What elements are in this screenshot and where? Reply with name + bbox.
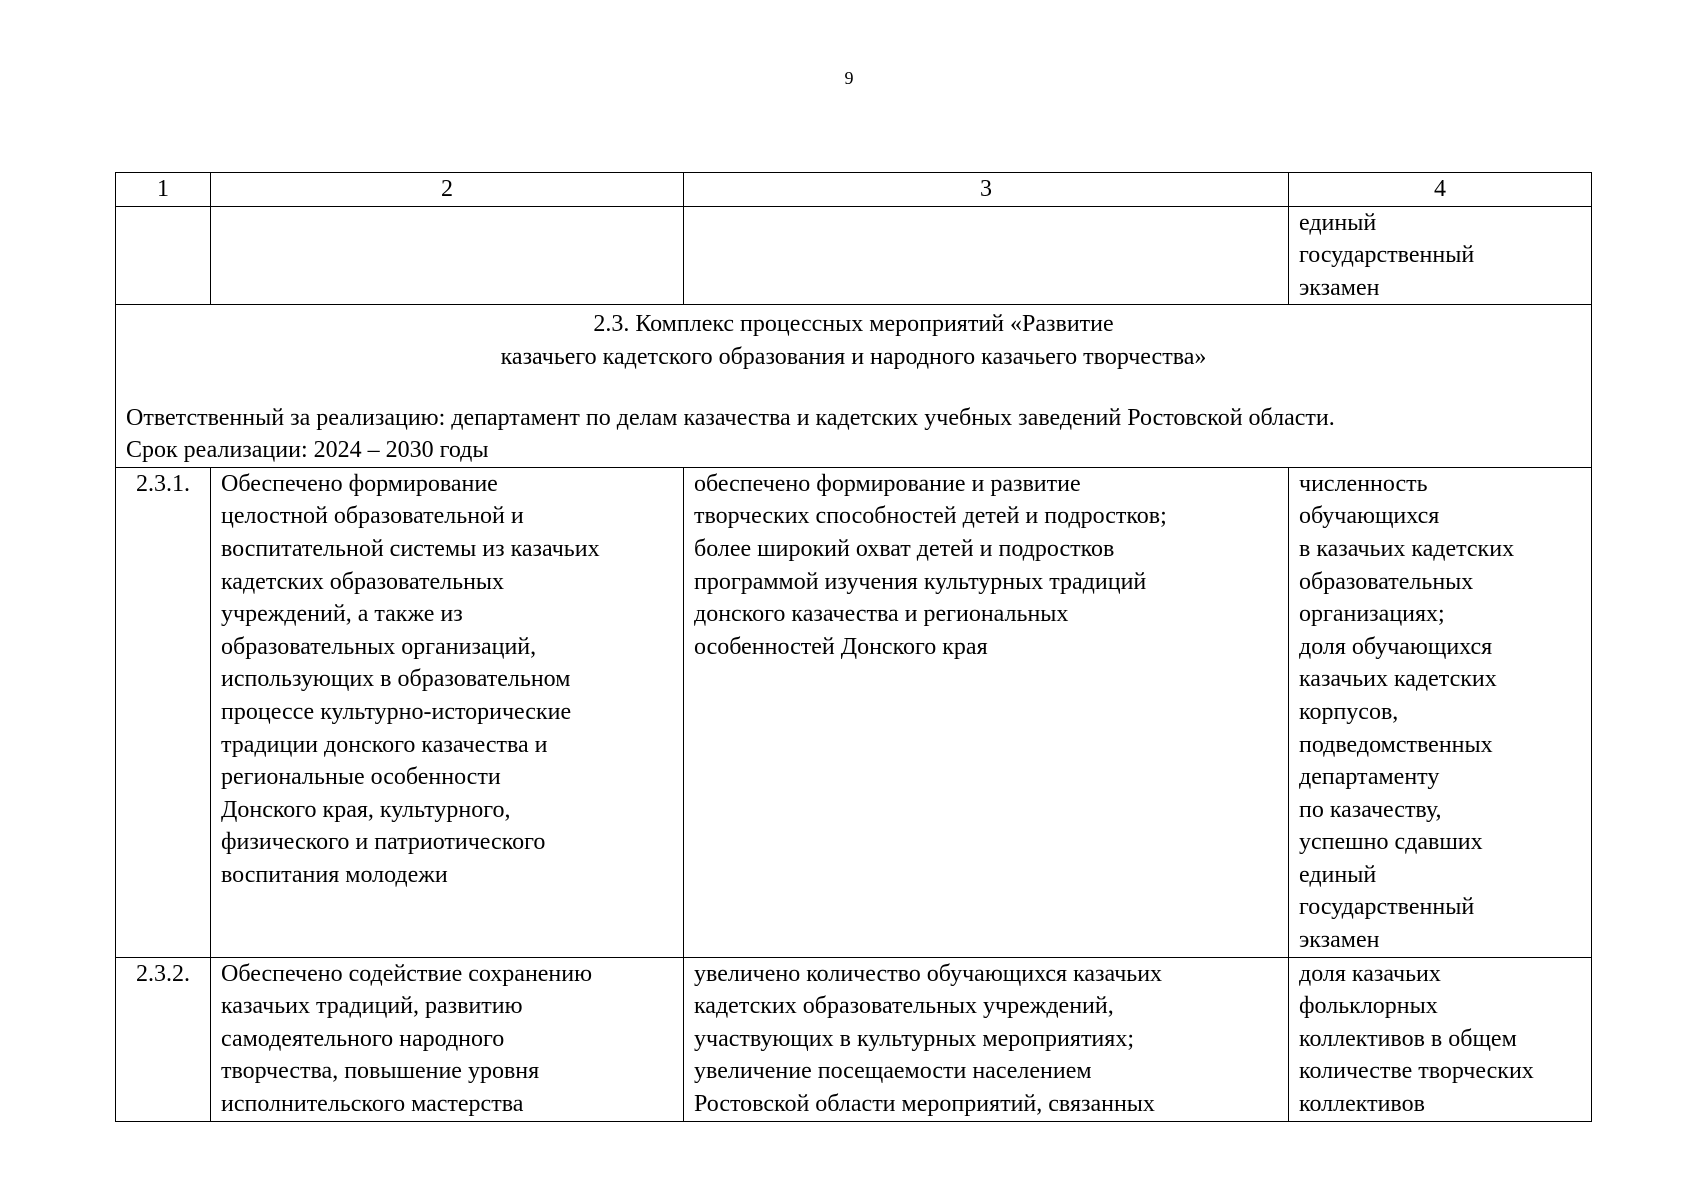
page-number: 9: [844, 68, 854, 88]
cell-line: Ростовской области мероприятий, связанных: [694, 1091, 1155, 1118]
cell-line: в казачьих кадетских: [1299, 535, 1515, 562]
cell-line: экзамен: [1299, 274, 1380, 301]
section-title-line: казачьего кадетского образования и народного казачьего творчества»: [500, 343, 1207, 370]
cell-line: целостной образовательной и: [221, 503, 524, 530]
cell-line: особенностей Донского края: [694, 633, 988, 660]
cell-line: традиции донского казачества и: [221, 731, 548, 758]
header-col-3: 3: [684, 173, 1289, 207]
cell-line: творческих способностей детей и подростков;: [694, 503, 1167, 530]
cell-line: количестве творческих: [1299, 1058, 1534, 1085]
header-col-2: 2: [211, 173, 684, 207]
header-col-1: 1: [116, 173, 211, 207]
row-effect-cell: [684, 467, 1289, 957]
continuation-row: [116, 206, 1592, 305]
section-title-line: 2.3. Комплекс процессных мероприятий «Развитие: [593, 311, 1114, 338]
row-result-cell: [211, 467, 684, 957]
row-indicator-cell: [1289, 957, 1592, 1121]
cell-line: Обеспечено формирование: [221, 470, 498, 497]
cell-line: казачьих традиций, развитию: [221, 993, 523, 1020]
cell-line: коллективов в общем: [1299, 1025, 1517, 1052]
cell-line: организациях;: [1299, 601, 1445, 628]
cell-line: доля казачьих: [1299, 960, 1441, 987]
row-result-cell: [211, 957, 684, 1121]
header-col-4: 4: [1289, 173, 1592, 207]
cell-line: Обеспечено содействие сохранению: [221, 960, 593, 987]
section-cell: [116, 305, 1592, 467]
cell-line: обеспечено формирование и развитие: [694, 470, 1081, 497]
section-term: Срок реализации: 2024 – 2030 годы: [126, 437, 489, 464]
cell-line: по казачеству,: [1299, 796, 1442, 823]
row-indicator-cell: [1289, 467, 1592, 957]
cell-line: образовательных организаций,: [221, 633, 537, 660]
cell-line: единый: [1299, 209, 1377, 236]
cell-line: воспитания молодежи: [221, 861, 448, 888]
cell-line: творчества, повышение уровня: [221, 1058, 540, 1085]
row-effect-cell: [684, 957, 1289, 1121]
cell-line: увеличено количество обучающихся казачьих: [694, 960, 1163, 987]
cell-line: численность: [1299, 470, 1428, 497]
section-title: [126, 308, 1581, 373]
cell-line: региональные особенности: [221, 764, 501, 791]
continuation-col-3: [684, 206, 1289, 305]
cell-line: использующих в образовательном: [221, 666, 571, 693]
continuation-col-1: [116, 206, 211, 305]
table-row: [116, 957, 1592, 1121]
cell-line: государственный: [1299, 242, 1475, 269]
cell-line: Донского края, культурного,: [221, 796, 511, 823]
row-number: 2.3.1.: [116, 467, 211, 957]
cell-line: подведомственных: [1299, 731, 1493, 758]
cell-line: коллективов: [1299, 1091, 1425, 1118]
cell-line: образовательных: [1299, 568, 1474, 595]
cell-line: самодеятельного народного: [221, 1025, 505, 1052]
cell-line: департаменту: [1299, 764, 1440, 791]
section-responsible: Ответственный за реализацию: департамент по делам казачества и кадетских учебных заведений Ростовской области.: [126, 404, 1335, 431]
cell-line: более широкий охват детей и подростков: [694, 535, 1115, 562]
cell-line: казачьих кадетских: [1299, 666, 1497, 693]
cell-line: кадетских образовательных учреждений,: [694, 993, 1114, 1020]
table-header-row: [116, 173, 1592, 207]
section-row: [116, 305, 1592, 467]
cell-line: обучающихся: [1299, 503, 1440, 530]
continuation-col-4: [1289, 206, 1592, 305]
cell-line: фольклорных: [1299, 993, 1438, 1020]
measures-table: [115, 172, 1592, 1122]
cell-line: корпусов,: [1299, 698, 1399, 725]
cell-line: кадетских образовательных: [221, 568, 505, 595]
cell-line: увеличение посещаемости населением: [694, 1058, 1092, 1085]
cell-line: доля обучающихся: [1299, 633, 1493, 660]
cell-line: участвующих в культурных мероприятиях;: [694, 1025, 1134, 1052]
cell-line: единый: [1299, 861, 1377, 888]
cell-line: экзамен: [1299, 927, 1380, 954]
cell-line: физического и патриотического: [221, 829, 546, 856]
cell-line: донского казачества и региональных: [694, 601, 1069, 628]
cell-line: процессе культурно-исторические: [221, 698, 572, 725]
table-row: [116, 467, 1592, 957]
continuation-col-2: [211, 206, 684, 305]
cell-line: успешно сдавших: [1299, 829, 1483, 856]
row-number: 2.3.2.: [116, 957, 211, 1121]
cell-line: исполнительского мастерства: [221, 1091, 524, 1118]
cell-line: учреждений, а также из: [221, 601, 463, 628]
cell-line: воспитательной системы из казачьих: [221, 535, 600, 562]
cell-line: государственный: [1299, 894, 1475, 921]
cell-line: программой изучения культурных традиций: [694, 568, 1147, 595]
